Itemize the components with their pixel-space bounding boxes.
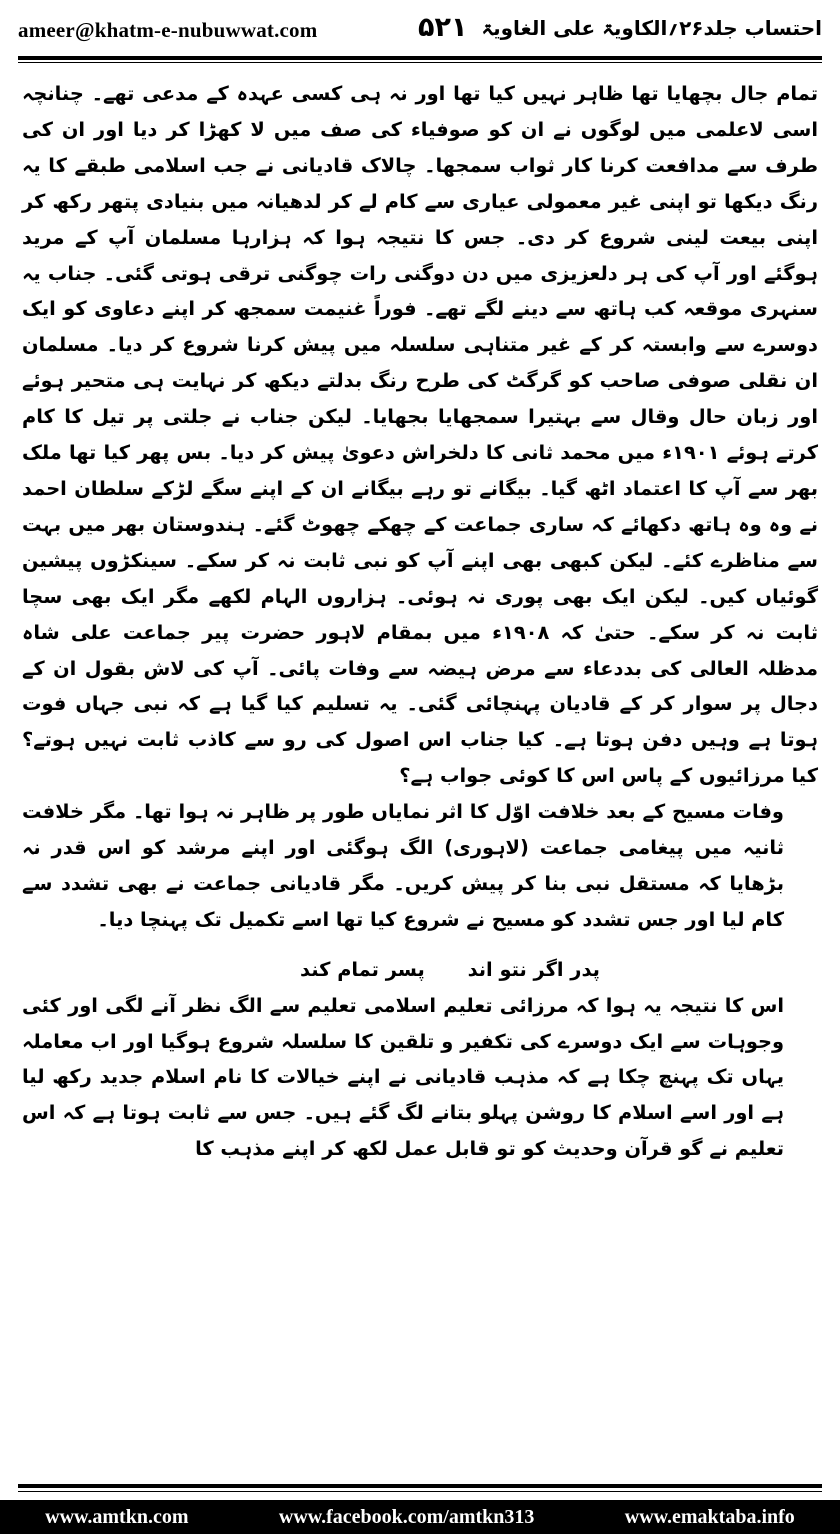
couplet-second-hemistich: پسر تمام کند xyxy=(300,957,425,981)
footer-link-amtkn[interactable]: www.amtkn.com xyxy=(45,1505,189,1528)
footer-link-emaktaba[interactable]: www.emaktaba.info xyxy=(624,1505,795,1528)
header-email[interactable]: ameer@khatm-e-nubuwwat.com xyxy=(18,18,318,42)
main-text xyxy=(22,76,818,1167)
paragraph-1: تمام جال بچھایا تھا ظاہر نہیں کیا تھا اور نہ ہی کسی عہدہ کے مدعی تھے۔ چنانچہ اسی لاعلمی میں لوگوں نے ان کو صوفیاء کی صف میں لا کھڑا کر دیا اور ان کی طرف سے مدافعت کرنا کار ثواب سمجھا۔ چالاک قادیانی نے جب اسلامی طبقے کا یہ رنگ دیکھا تو اپنی غیر معمولی عیاری سے کام لے کر لدھیانہ میں بنیادی پتھر رکھ کر اپنی بیعت لینی شروع کر دی۔ جس کا نتیجہ ہوا کہ ہزارہا مسلمان آپ کے مرید ہوگئے اور آپ کی ہر دلعزیزی میں دن دوگنی رات چوگنی ترقی ہوتی گئی۔ جناب یہ سنہری موقعہ کب ہاتھ سے دینے لگے تھے۔ فوراً غنیمت سمجھ کر اپنے دعاوی کو ایک دوسرے سے وابستہ کر کے غیر متناہی سلسلہ میں پیش کرنا شروع کر دیا۔ مسلمان ان نقلی صوفی صاحب کو گرگٹ کی طرح رنگ بدلتے دیکھ کر نہایت ہی متحیر ہوئے اور زبان حال وقال سے بہتیرا سمجھایا بجھایا۔ لیکن جناب نے جلتی پر تیل کا کام کرتے ہوئے ۱۹۰۱ء میں محمد ثانی کا دلخراش دعویٰ پیش کر دیا۔ بس پھر کیا تھا ملک بھر سے آپ کا اعتماد اٹھ گیا۔ بیگانے تو رہے بیگانے ان کے اپنے سگے لڑکے سلطان احمد نے وہ وہ ہاتھ دکھائے کہ ساری جماعت کے چھکے چھوٹ گئے۔ ہندوستان بھر میں بہت سے مناظرے کئے۔ لیکن کبھی بھی اپنے آپ کو نبی ثابت نہ کر سکے۔ سینکڑوں پیشین گوئیاں کیں۔ لیکن ایک بھی پوری نہ ہوئی۔ ہزاروں الہام لکھے مگر ایک بھی سچا ثابت نہ کر سکے۔ حتیٰ کہ ۱۹۰۸ء میں بمقام لاہور حضرت پیر جماعت علی شاہ مدظلہ العالی کی بددعاء سے مرض ہیضہ سے وفات پائی۔ آپ کی لاش بقول ان کے دجال پر سوار کر کے قادیان پہنچائی گئی۔ یہ تسلیم کیا گیا ہے کہ نبی جہاں فوت ہوتا ہے وہیں دفن ہوتا ہے۔ کیا جناب اس اصول کی رو سے کاذب ثابت نہیں ہوتے؟ کیا مرزائیوں کے پاس اس کا کوئی جواب ہے؟ xyxy=(22,82,818,788)
header-rule-thin xyxy=(18,62,822,63)
footer-bar xyxy=(0,1500,840,1534)
footer-rule-thin xyxy=(18,1491,822,1492)
header-rule-thick xyxy=(18,56,822,60)
persian-couplet xyxy=(22,952,818,988)
paragraph-2: وفات مسیح کے بعد خلافت اوّل کا اثر نمایاں طور پر ظاہر نہ ہوا تھا۔ مگر خلافت ثانیہ میں پیغامی جماعت (لاہوری) الگ ہوگئی اور اپنے مرشد کو اس قدر نہ بڑھایا کہ مستقل نبی بنا کر پیش کریں۔ مگر قادیانی جماعت نے بھی تشدد سے کام لیا اور جس تشدد کو مسیح نے شروع کیا تھا اسے تکمیل تک پہنچا دیا۔ xyxy=(22,800,784,931)
couplet-first-hemistich: پدر اگر نتو اند xyxy=(467,957,600,981)
footer-link-facebook[interactable]: www.facebook.com/amtkn313 xyxy=(278,1505,535,1528)
footer-rule-thick xyxy=(18,1484,822,1488)
book-title: احتساب جلد۲۶؍الکاویۃ علی الغاویۃ xyxy=(481,16,822,40)
page-number: ۵۲۱ xyxy=(418,12,468,43)
paragraph-3: اس کا نتیجہ یہ ہوا کہ مرزائی تعلیم اسلامی تعلیم سے الگ نظر آنے لگی اور کئی وجوہات سے ایک دوسرے کی تکفیر و تلقین کا سلسلہ شروع ہوگیا اور اب معاملہ یہاں تک پہنچ چکا ہے کہ مذہب قادیانی نے اپنے خیالات کا نام اسلام جدید رکھ لیا ہے اور اسے اسلام کا روشن پہلو بتانے لگ گئے ہیں۔ جس سے ثابت ہوتا ہے کہ اس تعلیم نے گو قرآن وحدیث کو تو قابل عمل لکھ کر اپنے مذہب کا xyxy=(22,993,784,1161)
page-header xyxy=(18,14,822,52)
